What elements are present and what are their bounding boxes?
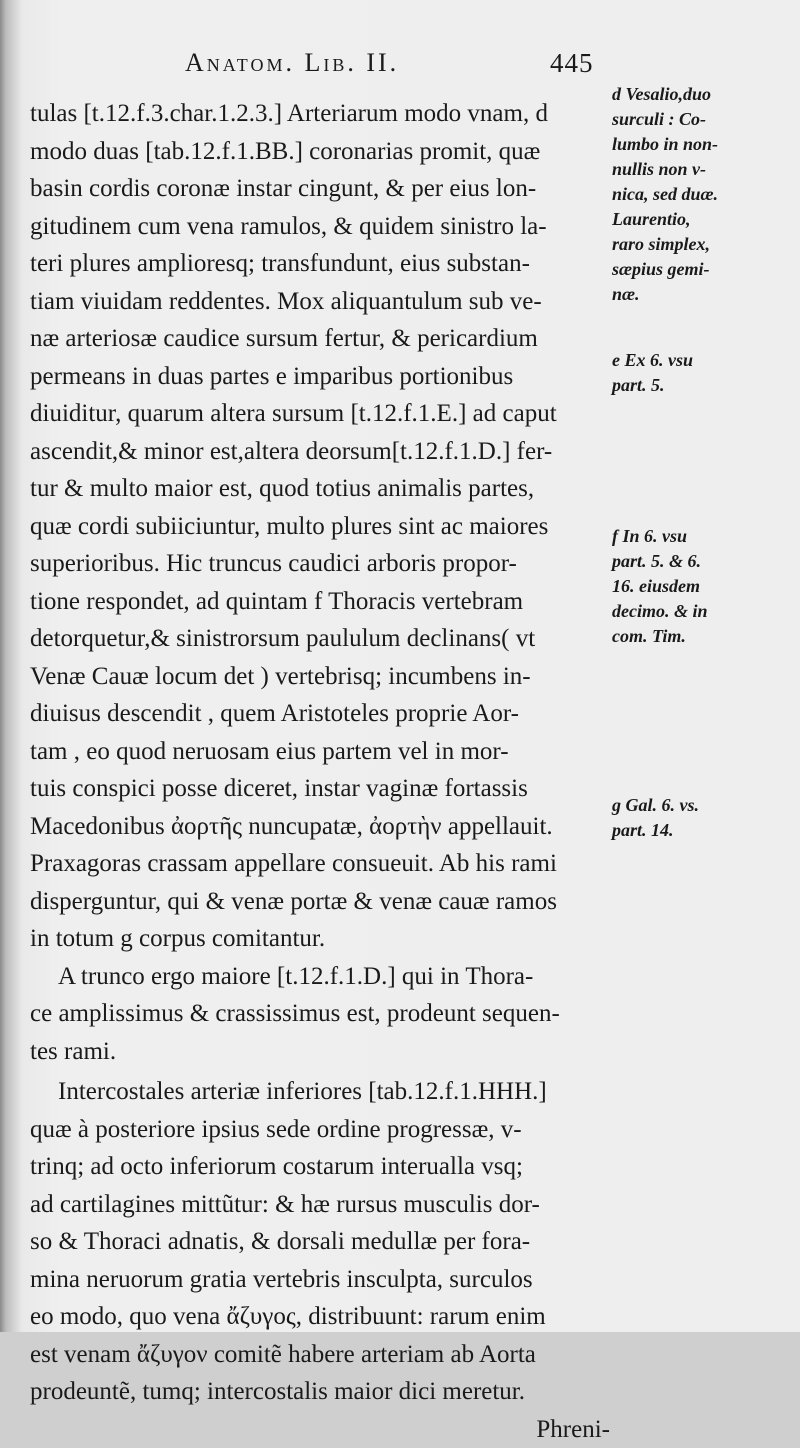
text-line: tur & multo maior est, quod totius animalis partes, [30,470,610,508]
text-line: permeans in duas partes e imparibus portionibus [30,358,610,396]
text-line: disperguntur, qui & venæ portæ & venæ cauæ ramos [30,883,610,921]
text-line: detorquetur,& sinistrorsum paululum declinans( vt [30,620,610,658]
text-line: so & Thoraci adnatis, & dorsali medullæ per fora- [30,1223,610,1261]
text-line: quæ cordi subiiciuntur, multo plures sint ac maiores [30,508,610,546]
text-line: tione respondet, ad quintam f Thoracis vertebram [30,583,610,621]
paragraph-start-line: A trunco ergo maiore [t.12.f.1.D.] qui in Thora- [30,958,610,996]
catchword: Phreni- [30,1411,610,1448]
text-line: modo duas [tab.12.f.1.BB.] coronarias promit, quæ [30,133,610,171]
margin-notes [612,82,792,843]
text-line: ad cartilagines mittũtur: & hæ rursus musculis dor- [30,1186,610,1224]
margin-note-f [612,524,792,649]
margin-note-line: e Ex 6. vsu [612,348,792,373]
text-line: næ arteriosæ caudice sursum fertur, & pericardium [30,320,610,358]
running-title: Anatom. Lib. II. [185,48,399,78]
text-line: tes rami. [30,1033,610,1071]
margin-note-e [612,348,792,398]
margin-note-line: næ. [612,282,792,307]
margin-note-line: part. 14. [612,818,792,843]
text-line: basin cordis coronæ instar cingunt, & per eius lon- [30,170,610,208]
text-line: superioribus. Hic truncus caudici arboris propor- [30,545,610,583]
margin-note-line: surculi : Co- [612,107,792,132]
margin-note-line: Laurentio, [612,207,792,232]
text-line: tiam viuidam reddentes. Mox aliquantulum sub ve- [30,283,610,321]
text-line: ascendit,& minor est,altera deorsum[t.12.f.1.D.] fer- [30,433,610,471]
margin-note-line: part. 5. [612,373,792,398]
text-line: gitudinem cum vena ramulos, & quidem sinistro la- [30,208,610,246]
margin-note-g [612,793,792,843]
text-line: tuis conspici posse diceret, instar vaginæ fortassis [30,770,610,808]
margin-note-line: d Vesalio,duo [612,82,792,107]
margin-note-d [612,82,792,307]
margin-note-line: f In 6. vsu [612,524,792,549]
text-line: teri plures amplioresq; transfundunt, eius substan- [30,245,610,283]
text-line: tulas [t.12.f.3.char.1.2.3.] Arteriarum modo vnam, d [30,95,610,133]
margin-note-line: 16. eiusdem [612,574,792,599]
text-line: quæ à posteriore ipsius sede ordine progressæ, v- [30,1111,610,1149]
text-line: trinq; ad octo inferiorum costarum interualla vsq; [30,1148,610,1186]
text-line: mina neruorum gratia vertebris insculpta, surculos [30,1261,610,1299]
margin-note-line: lumbo in non- [612,132,792,157]
text-line: Macedonibus ἀορτῆς nuncupatæ, ἀορτὴν appellauit. [30,808,610,846]
text-line: tam , eo quod neruosam eius partem vel in mor- [30,733,610,771]
paragraph-start-line: Intercostales arteriæ inferiores [tab.12.f.1.HHH.] [30,1073,610,1111]
margin-note-line: nica, sed duæ. [612,182,792,207]
text-line: Venæ Cauæ locum det ) vertebrisq; incumbens in- [30,658,610,696]
page-number: 445 [550,48,594,79]
margin-note-line: decimo. & in [612,599,792,624]
text-line: eo modo, quo vena ἄζυγος, distribuunt: rarum enim [30,1298,610,1336]
margin-note-line: sæpius gemi- [612,257,792,282]
margin-note-line: g Gal. 6. vs. [612,793,792,818]
body-text [30,95,610,1448]
margin-note-line: raro simplex, [612,232,792,257]
text-line: est venam ἄζυγον comitẽ habere arteriam ab Aorta [30,1336,610,1374]
margin-note-line: part. 5. & 6. [612,549,792,574]
text-line: Praxagoras crassam appellare consueuit. Ab his rami [30,845,610,883]
text-line: diuisus descendit , quem Aristoteles proprie Aor- [30,695,610,733]
text-line: prodeuntẽ, tumq; intercostalis maior dici meretur. [30,1373,610,1411]
text-line: in totum g corpus comitantur. [30,920,610,958]
margin-note-line: nullis non v- [612,157,792,182]
text-line: ce amplissimus & crassissimus est, prodeunt sequen- [30,995,610,1033]
margin-note-line: com. Tim. [612,624,792,649]
text-line: diuiditur, quarum altera sursum [t.12.f.1.E.] ad caput [30,395,610,433]
